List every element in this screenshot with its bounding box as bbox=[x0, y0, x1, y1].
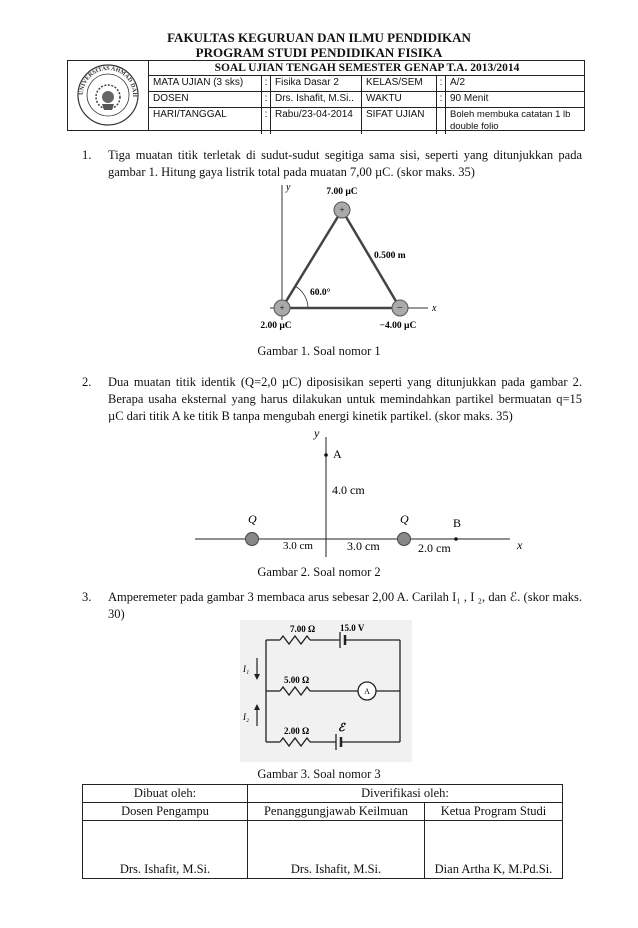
question-number: 3. bbox=[82, 590, 92, 604]
voltage-15: 15.0 V bbox=[340, 623, 365, 633]
faculty-title: FAKULTAS KEGURUAN DAN ILMU PENDIDIKAN bbox=[167, 30, 471, 45]
role-scientific: Penanggungjawab Keilmuan bbox=[248, 803, 425, 821]
plus-sign: + bbox=[339, 205, 345, 215]
dist-vertical: 4.0 cm bbox=[332, 483, 365, 497]
fig2-x-axis: x bbox=[517, 538, 523, 552]
meta-label: HARI/TANGGAL bbox=[149, 108, 262, 135]
signer-name: Drs. Ishafit, M.Si. bbox=[83, 821, 248, 879]
figure-3-caption: Gambar 3. Soal nomor 3 bbox=[257, 767, 381, 781]
figure-2-charges bbox=[180, 425, 540, 560]
figure-1-caption: Gambar 1. Soal nomor 1 bbox=[257, 344, 381, 358]
made-by-label: Dibuat oleh: bbox=[83, 785, 248, 803]
logo-text: UNIVERSITAS AHMAD DAH bbox=[78, 65, 138, 98]
meta-colon: : bbox=[262, 76, 271, 92]
meta-colon: : bbox=[262, 92, 271, 108]
meta-value: Drs. Ishafit, M.Si.. bbox=[271, 92, 362, 108]
fig1-y-axis: y bbox=[286, 182, 291, 193]
meta-colon: : bbox=[262, 108, 271, 135]
charge-left: 2.00 µC bbox=[260, 321, 292, 331]
charge-right: −4.00 µC bbox=[379, 321, 417, 331]
resistor-2: 2.00 Ω bbox=[284, 726, 310, 736]
plus-sign: + bbox=[279, 303, 285, 313]
question-text: Dua muatan titik identik (Q=2,0 µC) diposisikan seperti yang ditunjukkan pada gambar 2. Berapa usaha eksternal yang harus dilakukan untuk memindahkan partikel bermuatan q=15 µC dari titik A ke titik B tanpa mengubah energi kinetik partikel. (skor maks. 35) bbox=[108, 375, 582, 423]
dist-right: 3.0 cm bbox=[347, 539, 380, 553]
program-title: PROGRAM STUDI PENDIDIKAN FISIKA bbox=[195, 45, 443, 60]
meta-colon: : bbox=[437, 76, 446, 92]
dist-left: 3.0 cm bbox=[283, 540, 313, 552]
figure-3-circuit bbox=[240, 620, 412, 762]
resistor-7: 7.00 Ω bbox=[290, 624, 316, 634]
ammeter-icon: A bbox=[364, 687, 370, 696]
emf-label: ℰ bbox=[338, 722, 345, 734]
exam-title: SOAL UJIAN TENGAH SEMESTER GENAP T.A. 2013/2014 bbox=[149, 61, 585, 76]
charge-top: 7.00 µC bbox=[326, 187, 358, 197]
meta-colon: : bbox=[437, 92, 446, 108]
question-number: 2. bbox=[82, 375, 92, 389]
signer-name: Drs. Ishafit, M.Si. bbox=[248, 821, 425, 879]
role-lecturer: Dosen Pengampu bbox=[83, 803, 248, 821]
meta-label: WAKTU bbox=[362, 92, 437, 108]
point-a: A bbox=[333, 447, 342, 461]
current-i2: I₂ bbox=[243, 712, 250, 722]
figure-2-caption: Gambar 2. Soal nomor 2 bbox=[257, 565, 381, 579]
meta-label: DOSEN bbox=[149, 92, 262, 108]
meta-value: 90 Menit bbox=[446, 92, 586, 108]
charge-q-right: Q bbox=[400, 512, 409, 526]
meta-label: MATA UJIAN (3 sks) bbox=[149, 76, 262, 92]
meta-value: Rabu/23-04-2014 bbox=[271, 108, 362, 135]
meta-label: SIFAT UJIAN bbox=[362, 108, 437, 135]
fig1-x-axis: x bbox=[432, 303, 437, 314]
university-logo bbox=[67, 60, 149, 131]
question-text: Amperemeter pada gambar 3 membaca arus sebesar 2,00 A. Carilah I₁ , I ₂, dan ℰ. (skor maks. 30) bbox=[108, 590, 582, 621]
angle-label: 60.0° bbox=[310, 288, 331, 298]
question-3 bbox=[82, 589, 582, 623]
meta-value: A/2 bbox=[446, 76, 586, 92]
resistor-5: 5.00 Ω bbox=[284, 675, 310, 685]
logo-cell bbox=[67, 60, 149, 131]
meta-value: Boleh membuka catatan 1 lb double folio bbox=[446, 108, 586, 135]
meta-value: Fisika Dasar 2 bbox=[271, 76, 362, 92]
signer-name: Dian Artha K, M.Pd.Si. bbox=[425, 821, 563, 879]
minus-sign: − bbox=[397, 303, 403, 314]
point-b: B bbox=[453, 516, 462, 530]
exam-meta-table bbox=[149, 75, 585, 134]
question-1 bbox=[82, 147, 582, 181]
side-length: 0.500 m bbox=[374, 251, 406, 261]
question-text: Tiga muatan titik terletak di sudut-sudut segitiga sama sisi, seperti yang ditunjukkan pada gambar 1. Hitung gaya listrik total pada muatan 7,00 µC. (skor maks. 35) bbox=[108, 148, 582, 179]
question-2 bbox=[82, 374, 582, 425]
fig2-y-axis: y bbox=[314, 426, 320, 440]
verified-by-label: Diverifikasi oleh: bbox=[248, 785, 563, 803]
current-i1: I₁ bbox=[243, 664, 250, 674]
meta-label: KELAS/SEM bbox=[362, 76, 437, 92]
charge-q-left: Q bbox=[248, 512, 257, 526]
figure-1-triangle bbox=[250, 180, 450, 335]
dist-b: 2.0 cm bbox=[418, 541, 451, 555]
signature-table bbox=[82, 784, 563, 879]
question-number: 1. bbox=[82, 148, 92, 162]
role-head: Ketua Program Studi bbox=[425, 803, 563, 821]
